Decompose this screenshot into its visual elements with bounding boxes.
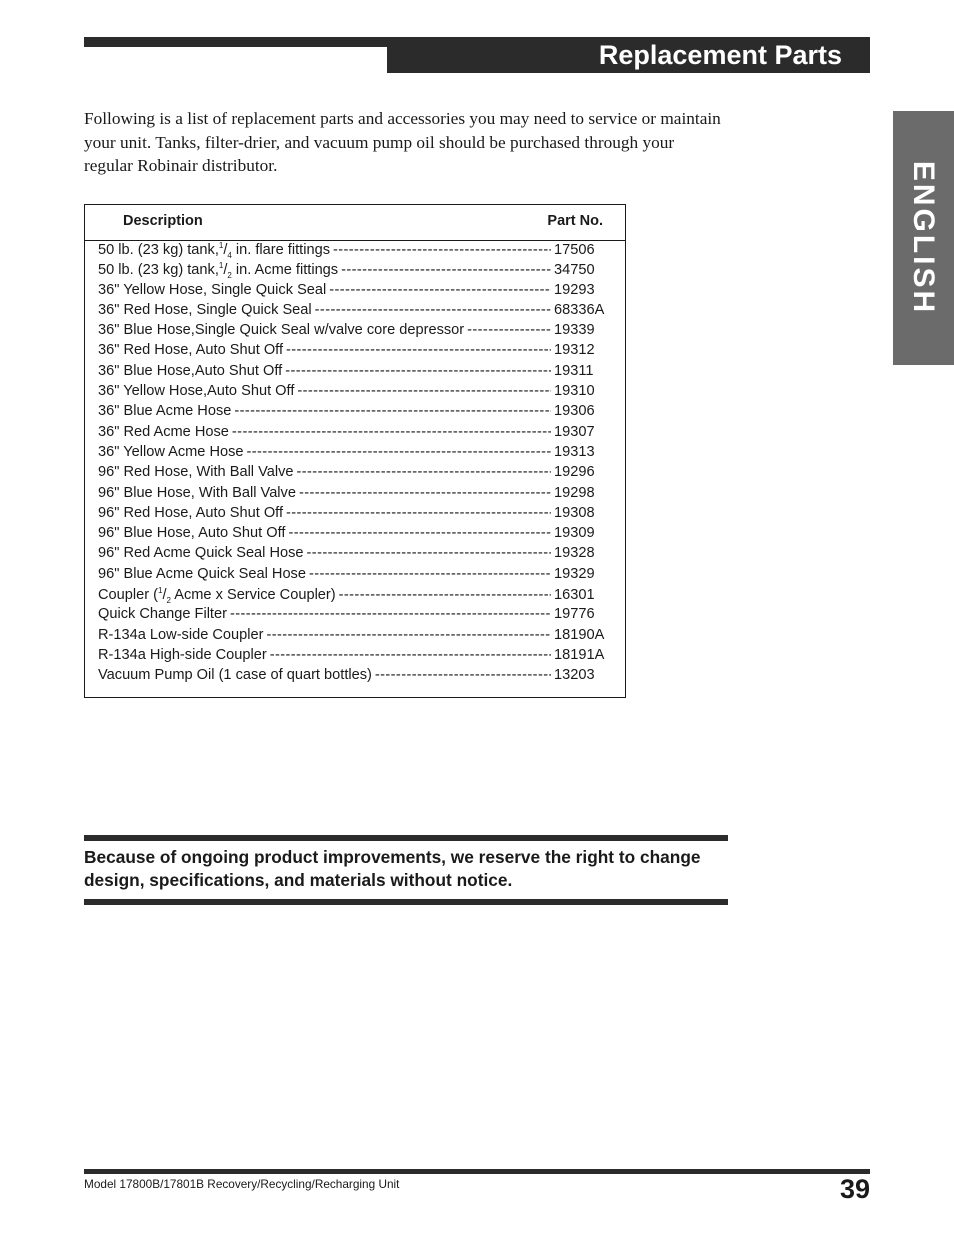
part-row [98, 485, 610, 505]
part-description: 96" Blue Hose, Auto Shut Off [98, 525, 286, 542]
part-row [98, 363, 610, 383]
part-row [98, 505, 610, 525]
part-row [98, 241, 610, 261]
dot-leader [467, 322, 551, 338]
section-title-bar [387, 37, 870, 73]
dot-leader [329, 282, 551, 298]
language-tab [893, 111, 954, 365]
part-description: 96" Red Hose, Auto Shut Off [98, 504, 284, 521]
parts-table-header [85, 205, 625, 241]
part-description: R-134a Low-side Coupler [98, 626, 264, 643]
part-row [98, 647, 610, 667]
dot-leader [375, 667, 551, 683]
part-row [98, 667, 610, 687]
dot-leader [234, 403, 551, 419]
part-row [98, 525, 610, 545]
dot-leader [339, 587, 551, 603]
part-description: Coupler ($^1/_2$ Acme x Service Coupler) [98, 586, 336, 605]
parts-table [84, 204, 626, 698]
dot-leader [247, 444, 551, 460]
fraction-numerator: 1 [218, 261, 224, 271]
part-row [98, 282, 610, 302]
part-row [98, 424, 610, 444]
part-number: 19307 [554, 423, 595, 440]
part-description: 36" Red Hose, Single Quick Seal [98, 301, 312, 318]
part-row [98, 322, 610, 342]
fraction-denominator: 4 [227, 250, 232, 260]
part-description: 50 lb. (23 kg) $\tan k,^1/_2$ in. Acme fittings [98, 261, 339, 281]
part-row [98, 403, 610, 423]
part-number: 18191A [554, 646, 605, 663]
part-description: 36" Blue Acme Hose [98, 403, 232, 420]
part-number: 17506 [554, 241, 595, 258]
description-column-header: Description [123, 213, 203, 229]
fraction-denominator: 2 [166, 595, 171, 605]
notice-text: Because of ongoing product improvements, we reserve the right to change design, specifications, and materials without notice. [84, 847, 701, 890]
part-row [98, 261, 610, 281]
part-row [98, 606, 610, 626]
dot-leader [309, 566, 551, 582]
dot-leader [285, 363, 551, 379]
part-number: 18190A [554, 626, 605, 643]
dot-leader [341, 262, 551, 278]
part-description: 96" Blue Acme Quick Seal Hose [98, 565, 306, 582]
part-row [98, 545, 610, 565]
footer-model: Model 17800B/17801B Recovery/Recycling/Recharging Unit [84, 1177, 400, 1191]
part-number: 19306 [554, 403, 595, 420]
part-number: 19328 [554, 545, 595, 562]
part-description: 36" Yellow Acme Hose [98, 443, 244, 460]
intro-paragraph: Following is a list of replacement parts and accessories you may need to service or maintain your unit. Tanks, filter-drier, and vacuum pump oil should be purchased through your regular Robinair distributor. [84, 109, 721, 175]
part-number: 34750 [554, 262, 595, 279]
dot-leader [333, 242, 551, 258]
part-number: 19298 [554, 484, 595, 501]
part-description: 36" Blue Hose,Auto Shut Off [98, 362, 283, 379]
fraction-numerator: 1 [158, 586, 163, 596]
part-description: 50 lb. (23 kg) $\tan k,^1/_4$ in. flare fittings [98, 241, 330, 260]
part-description: Vacuum Pump Oil (1 case of quart bottles) [98, 667, 372, 684]
part-number: 19310 [554, 383, 595, 400]
fraction-numerator: 1 [218, 241, 224, 250]
part-number: 19313 [554, 443, 595, 460]
dot-leader [315, 302, 551, 318]
notice-rule-top [84, 835, 728, 841]
part-description: R-134a High-side Coupler [98, 646, 267, 663]
dot-leader [266, 627, 551, 643]
part-row [98, 383, 610, 403]
part-description: 36" Yellow Hose,Auto Shut Off [98, 383, 295, 400]
parts-list [98, 241, 610, 688]
dot-leader [288, 525, 551, 541]
part-number: 19293 [554, 281, 595, 298]
part-description: 36" Red Hose, Auto Shut Off [98, 342, 284, 359]
part-description: 96" Red Acme Quick Seal Hose [98, 545, 304, 562]
part-description: Quick Change Filter [98, 606, 227, 623]
dot-leader [297, 383, 551, 399]
part-description: 36" Yellow Hose, Single Quick Seal [98, 281, 327, 298]
part-number: 19329 [554, 565, 595, 582]
part-number: 16301 [554, 586, 595, 603]
part-number: 19312 [554, 342, 595, 359]
part-row [98, 302, 610, 322]
part-no-column-header: Part No. [547, 213, 603, 229]
section-title: Replacement Parts [598, 40, 842, 70]
footer-rule [84, 1169, 870, 1174]
part-number: 19309 [554, 525, 595, 542]
language-tab-label: ENGLISH [907, 160, 940, 316]
dot-leader [232, 424, 551, 440]
part-row [98, 342, 610, 362]
dot-leader [286, 342, 551, 358]
part-number: 19339 [554, 322, 595, 339]
part-row [98, 627, 610, 647]
part-description: 96" Blue Hose, With Ball Valve [98, 484, 296, 501]
dot-leader [286, 505, 551, 521]
part-row [98, 464, 610, 484]
dot-leader [230, 606, 551, 622]
dot-leader [297, 464, 551, 480]
fraction-denominator: 2 [227, 271, 232, 281]
part-row [98, 444, 610, 464]
part-row [98, 566, 610, 586]
notice-rule-bottom [84, 899, 728, 905]
part-number: 19296 [554, 464, 595, 481]
dot-leader [270, 647, 551, 663]
dot-leader [299, 485, 551, 501]
dot-leader [307, 545, 551, 561]
part-number: 19308 [554, 504, 595, 521]
part-description: 96" Red Hose, With Ball Valve [98, 464, 294, 481]
part-description: 36" Blue Hose,Single Quick Seal w/valve core depressor [98, 322, 465, 339]
part-number: 19776 [554, 606, 595, 623]
part-row [98, 586, 610, 606]
part-number: 19311 [554, 362, 594, 379]
page-number: 39 [839, 1174, 870, 1204]
part-description: 36" Red Acme Hose [98, 423, 229, 440]
part-number: 13203 [554, 667, 595, 684]
part-number: 68336A [554, 301, 605, 318]
